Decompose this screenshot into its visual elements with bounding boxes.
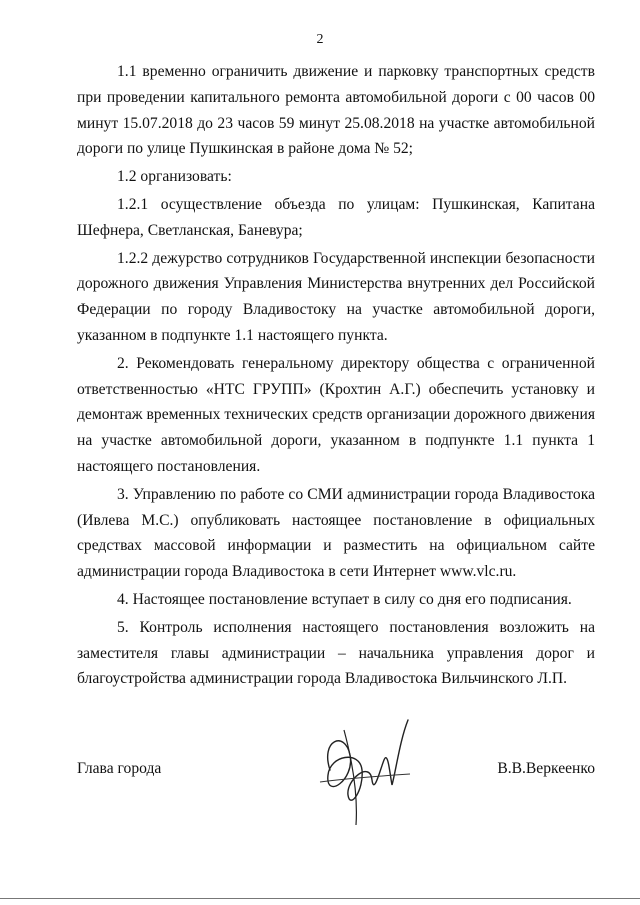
paragraph-1-2-1: 1.2.1 осуществление объезда по улицам: Пушкинская, Капитана Шефнера, Светланская, Баневура;	[77, 195, 595, 239]
paragraph-2: 2. Рекомендовать генеральному директору общества с ограниченной ответственностью «НТС ГРУПП» (Крохтин А.Г.) обеспечить установку и демонтаж временных технических средств организации дорожного движения на участке автомобильной дороги, указанном в подпункте 1.1 пункта 1 настоящего постановления.	[77, 354, 595, 475]
paragraph-1-1: 1.1 временно ограничить движение и парковку транспортных средств при проведении капитального ремонта автомобильной дороги с 00 часов 00 минут 15.07.2018 до 23 часов 59 минут 25.08.2018 на участке автомобильной дороги по улице Пушкинская в районе дома № 52;	[77, 63, 595, 158]
signature-title: Глава города	[77, 760, 162, 777]
page-number: 2	[316, 32, 324, 47]
paragraph-1-2-2: 1.2.2 дежурство сотрудников Государственной инспекции безопасности дорожного движения Управления Министерства внутренних дел Российской Федерации по городу Владивостоку на участке автомобильной дороги, указанном в подпункте 1.1 настоящего пункта.	[77, 249, 595, 344]
paragraph-5: 5. Контроль исполнения настоящего постановления возложить на заместителя главы администрации – начальника управления дорог и благоустройства администрации города Владивостока Вильчинского Л.П.	[77, 618, 595, 688]
document-body	[77, 59, 595, 692]
paragraph-4: 4. Настоящее постановление вступает в силу со дня его подписания.	[117, 590, 572, 608]
paragraph-1-2: 1.2 организовать:	[117, 168, 232, 186]
signature-name: В.В.Веркеенко	[497, 760, 595, 777]
page-bottom-edge	[0, 898, 640, 899]
paragraph-3: 3. Управлению по работе со СМИ администрации города Владивостока (Ивлева М.С.) опубликовать настоящее постановление в официальных средствах массовой информации и разместить на официальном сайте администрации города Владивостока в сети Интернет www.vlc.ru.	[77, 485, 595, 581]
signature-block	[77, 760, 595, 790]
